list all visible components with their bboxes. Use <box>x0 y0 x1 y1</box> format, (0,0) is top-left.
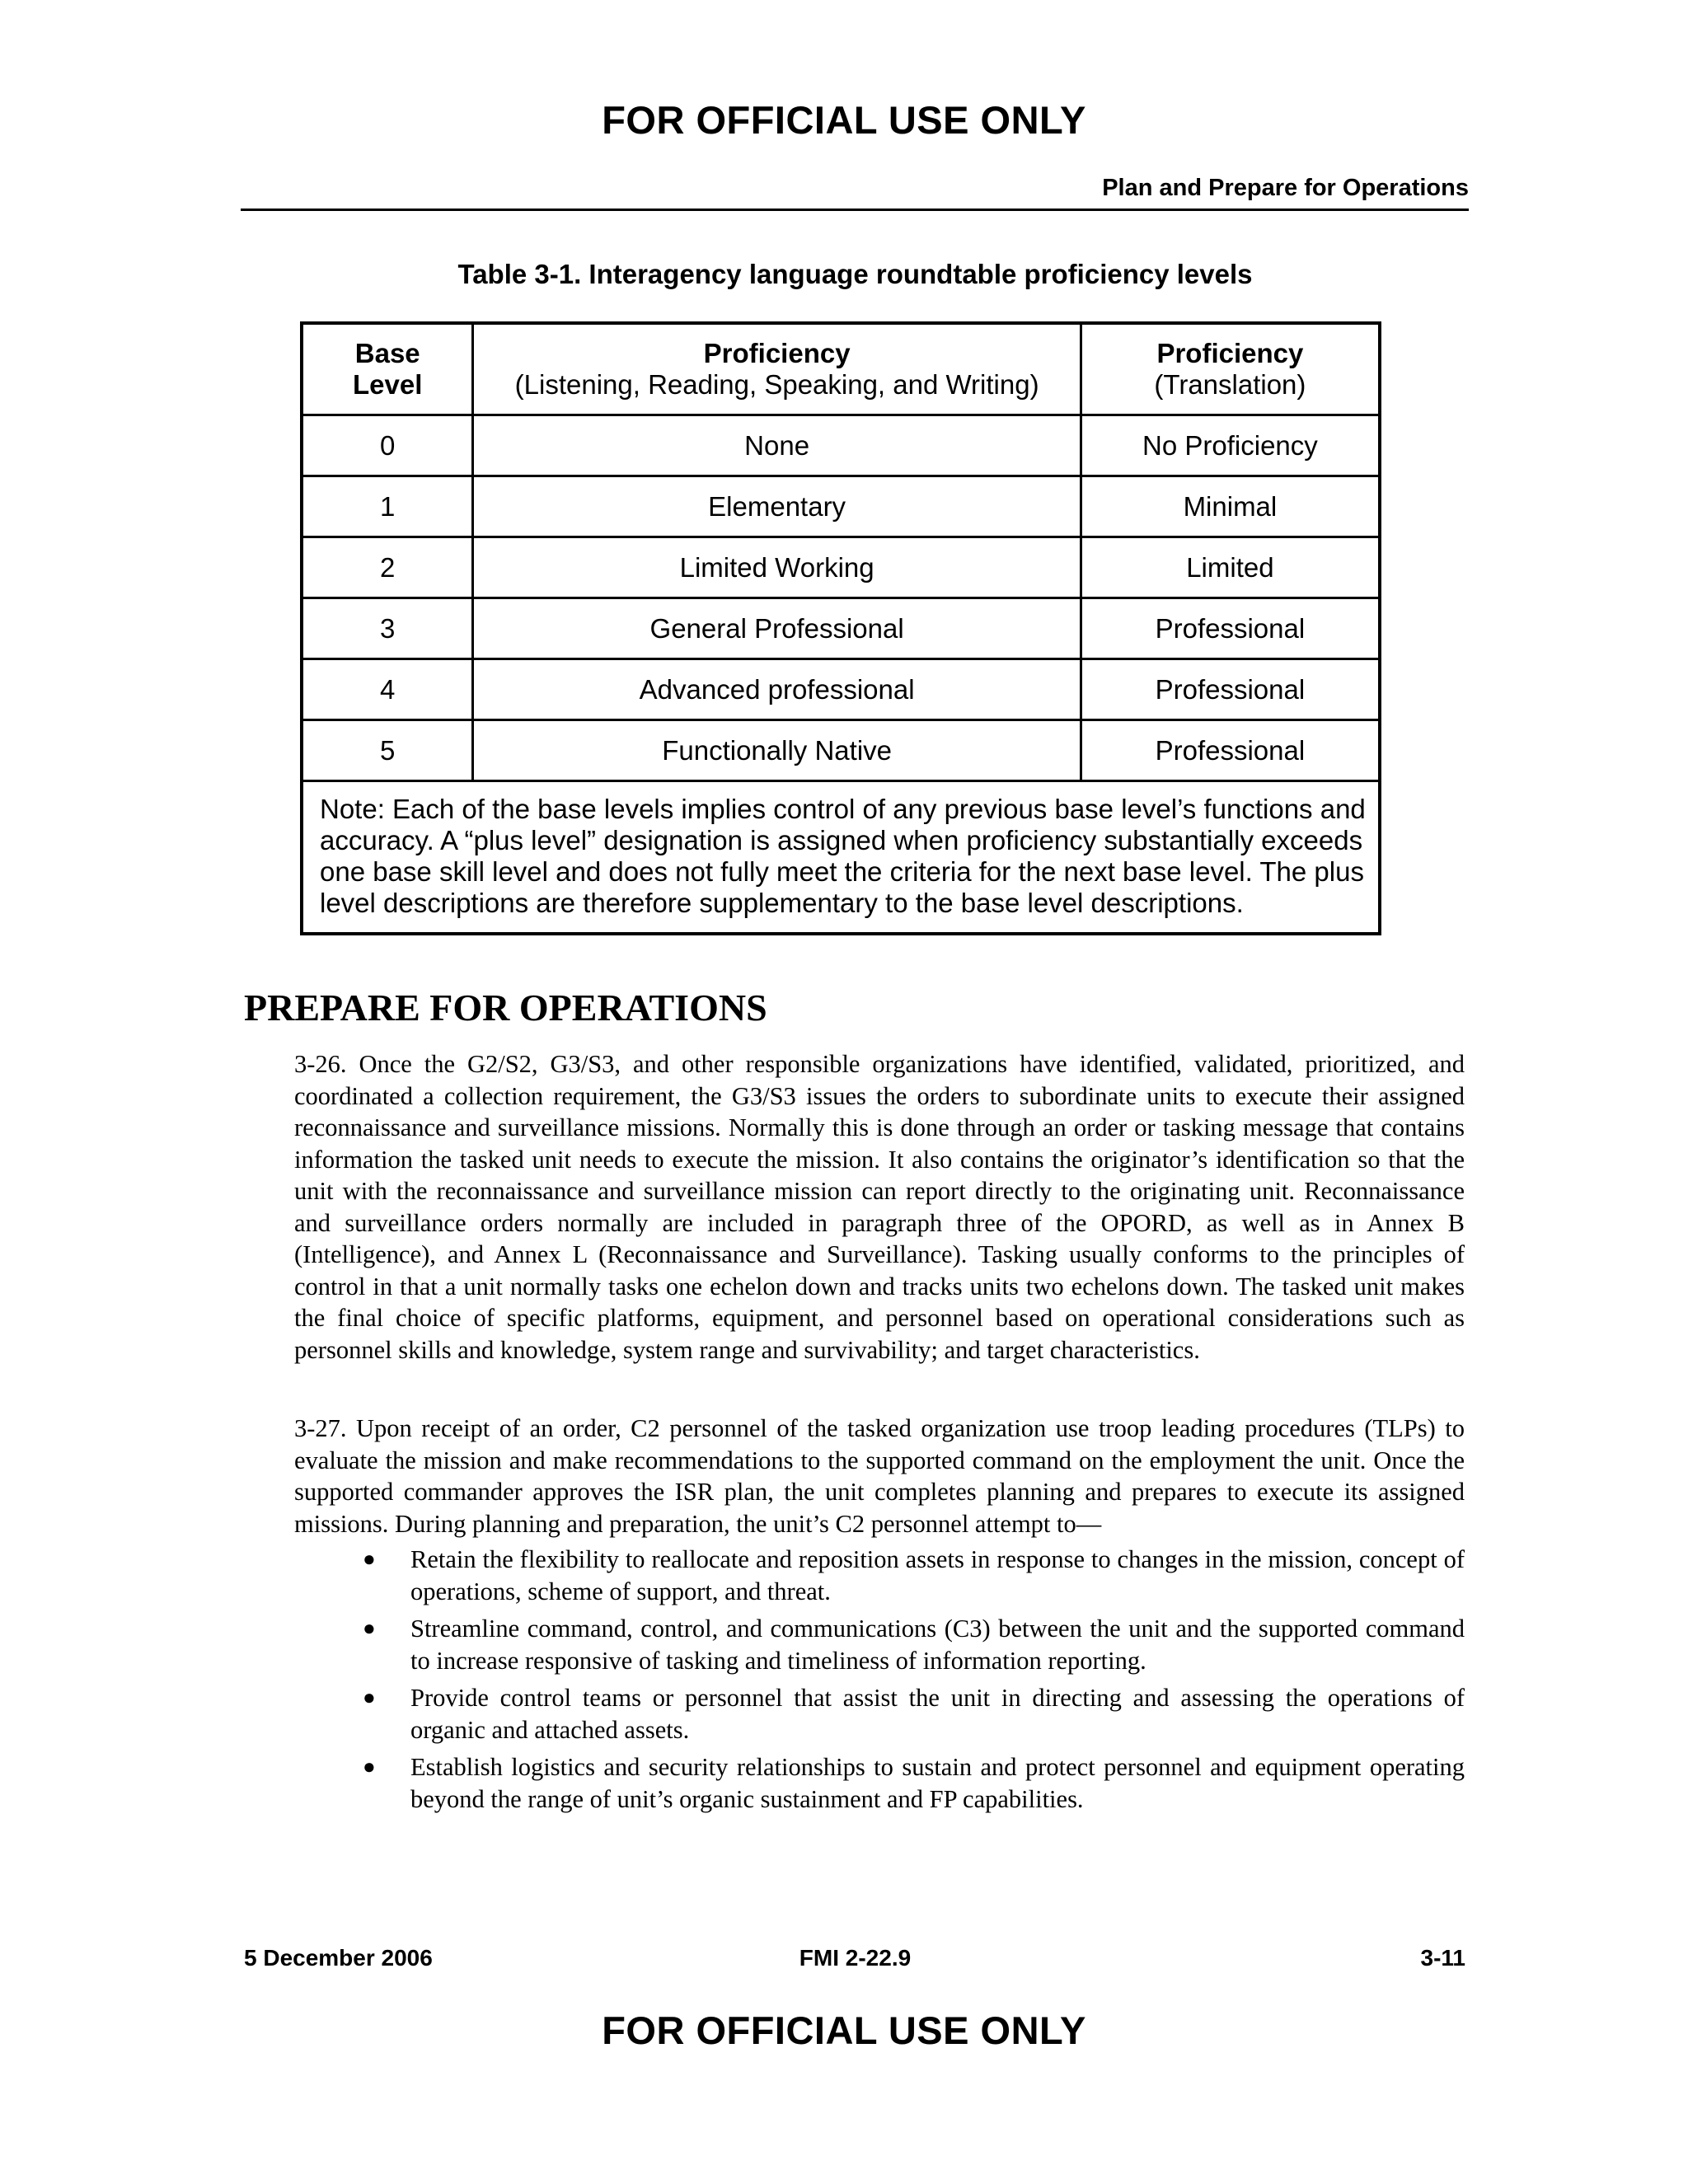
header-proficiency-lrsw <box>473 323 1081 415</box>
footer-date: 5 December 2006 <box>244 1945 433 1971</box>
list-item <box>294 1682 1465 1746</box>
table-row <box>302 537 1380 598</box>
cell-translation: Limited <box>1081 537 1380 598</box>
cell-translation: Professional <box>1081 598 1380 659</box>
bullet-icon: ● <box>363 1685 376 1709</box>
cell-proficiency: General Professional <box>473 598 1081 659</box>
bullet-icon: ● <box>363 1547 376 1571</box>
table-note: Note: Each of the base levels implies control of any previous base level’s functions and accuracy. A “plus level” designation is assigned when proficiency substantially exceeds one base skill level and does not fully meet the criteria for the next base level. The plus level descriptions are therefore supplementary to the base level descriptions. <box>302 781 1380 935</box>
bullet-icon: ● <box>363 1616 376 1640</box>
cell-proficiency: Elementary <box>473 476 1081 537</box>
header-bold-text: Proficiency <box>1156 338 1304 368</box>
table-row <box>302 415 1380 476</box>
cell-proficiency: Advanced professional <box>473 659 1081 720</box>
cell-level: 0 <box>302 415 473 476</box>
table-header-row <box>302 323 1380 415</box>
cell-level: 4 <box>302 659 473 720</box>
paragraph-3-26: 3-26. Once the G2/S2, G3/S3, and other responsible organizations have identified, validated, prioritized, and coordinated a collection requirement, the G3/S3 issues the orders to subordinate units to execute their assigned reconnaissance and surveillance missions. Normally this is done through an order or tasking message that contains information the tasked unit needs to execute the mission. It also contains the originator’s identification so that the unit with the reconnaissance and surveillance mission can report directly to the originating unit. Reconnaissance and surveillance orders normally are included in paragraph three of the OPORD, as well as in Annex B (Intelligence), and Annex L (Reconnaissance and Surveillance). Tasking usually conforms to the principles of control in that a unit normally tasks one echelon down and tracks units two echelons down. The tasked unit makes the final choice of specific platforms, equipment, and personnel based on operational considerations such as personnel skills and knowledge, system range and survivability; and target characteristics. <box>294 1050 1465 1364</box>
cell-level: 5 <box>302 720 473 781</box>
table-row <box>302 598 1380 659</box>
header-bold-text: Base <box>354 338 420 368</box>
header-base-level <box>302 323 473 415</box>
fouo-banner-top: FOR OFFICIAL USE ONLY <box>602 98 1086 142</box>
footer-page-number: 3-11 <box>1420 1945 1465 1971</box>
cell-translation: Minimal <box>1081 476 1380 537</box>
fouo-banner-bottom: FOR OFFICIAL USE ONLY <box>602 2008 1086 2052</box>
bullet-list <box>294 1544 1465 1821</box>
section-heading: PREPARE FOR OPERATIONS <box>244 987 767 1029</box>
list-item-text: Provide control teams or personnel that assist the unit in directing and assessing the operations of organic and attached assets. <box>410 1684 1465 1744</box>
list-item-text: Streamline command, control, and communications (C3) between the unit and the supported command to increase responsive of tasking and timeliness of information reporting. <box>410 1615 1465 1675</box>
header-proficiency-translation <box>1081 323 1380 415</box>
cell-level: 1 <box>302 476 473 537</box>
table-caption: Table 3-1. Interagency language roundtable proficiency levels <box>457 259 1253 289</box>
list-item <box>294 1613 1465 1676</box>
cell-translation: No Proficiency <box>1081 415 1380 476</box>
footer-document-id: FMI 2-22.9 <box>799 1945 912 1971</box>
table-row <box>302 659 1380 720</box>
table-row <box>302 476 1380 537</box>
running-head: Plan and Prepare for Operations <box>241 175 1469 211</box>
cell-proficiency: Functionally Native <box>473 720 1081 781</box>
list-item-text: Retain the flexibility to reallocate and reposition assets in response to changes in the mission, concept of operations, scheme of support, and threat. <box>410 1545 1465 1605</box>
bullet-icon: ● <box>363 1755 376 1779</box>
list-item-text: Establish logistics and security relationships to sustain and protect personnel and equipment operating beyond the range of unit’s organic sustainment and FP capabilities. <box>410 1753 1465 1813</box>
cell-level: 2 <box>302 537 473 598</box>
header-sub-text: Level <box>353 369 423 400</box>
table-row <box>302 720 1380 781</box>
proficiency-table <box>300 321 1381 935</box>
cell-proficiency: None <box>473 415 1081 476</box>
cell-translation: Professional <box>1081 720 1380 781</box>
cell-translation: Professional <box>1081 659 1380 720</box>
table-note-row <box>302 781 1380 935</box>
header-bold-text: Proficiency <box>703 338 851 368</box>
header-sub-text: (Listening, Reading, Speaking, and Writing) <box>514 369 1039 400</box>
list-item <box>294 1751 1465 1815</box>
header-sub-text: (Translation) <box>1154 369 1306 400</box>
cell-level: 3 <box>302 598 473 659</box>
list-item <box>294 1544 1465 1607</box>
cell-proficiency: Limited Working <box>473 537 1081 598</box>
paragraph-3-27: 3-27. Upon receipt of an order, C2 personnel of the tasked organization use troop leading procedures (TLPs) to evaluate the mission and make recommendations to the supported command on the employment the unit. Once the supported commander approves the ISR plan, the unit completes planning and prepares to execute its assigned missions. During planning and preparation, the unit’s C2 personnel attempt to— <box>294 1414 1465 1538</box>
